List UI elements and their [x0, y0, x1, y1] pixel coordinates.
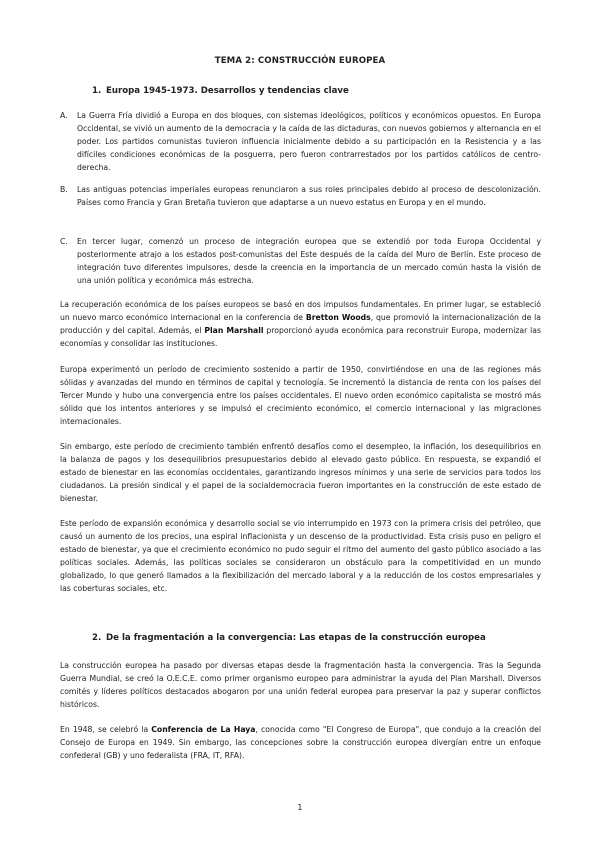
paragraph-oil-crisis: Este período de expansión económica y desarrollo social se vio interrumpido en 1973 con la primera crisis del petróleo, que causó un aumento de los precios, una espiral inflacionista y un descenso de la productividad. Esta crisis puso en peligro el estado de bienestar, ya que el crecimiento económico no pudo seguir el ritmo del aumento del gasto público asociado a las políticas sociales. Además, las políticas sociales se consideraron un obstáculo para la competitividad en un mundo globalizado, lo que generó llamados a la flexibilización del mercado laboral y a la reducción de los costos empresariales y las coberturas sociales, etc.	[60, 519, 541, 594]
section-1-number: 1.	[92, 86, 102, 96]
paragraph-challenges: Sin embargo, este período de crecimiento también enfrentó desafíos como el desempleo, la inflación, los desequilibrios en la balanza de pagos y los desequilibrios presupuestarios debido al elevado gasto público. En respuesta, se expandió el estado de bienestar en las economías occidentales, garantizando ingresos mínimos y una serie de servicios para todos los ciudadanos. La presión sindical y el papel de la socialdemocracia fueron importantes en la construcción de este estado de bienestar.	[60, 442, 541, 504]
list-item-b-letter: B.	[60, 185, 68, 194]
text-run: En 1948, se celebró la	[60, 725, 152, 734]
list-item-c	[60, 235, 541, 287]
plan-marshall-term: Plan Marshall	[204, 326, 264, 336]
page-number: 1	[297, 803, 303, 812]
section-2-heading	[92, 633, 486, 643]
document-title: TEMA 2: CONSTRUCCIÓN EUROPEA	[214, 56, 386, 66]
section-1-title: Europa 1945-1973. Desarrollos y tendencias clave	[106, 86, 349, 96]
paragraph-economic-recovery	[60, 298, 541, 350]
text-run: La recuperación económica de los países europeos se basó en dos impulsos fundamentales. En primer lugar, se estableció un nuevo marco económico internacional en la conferencia de	[60, 300, 541, 323]
text-run: proporcionó ayuda económica para reconstruir Europa, modernizar las economías y consolidar las instituciones.	[60, 326, 542, 349]
text-run: , conocida como "El Congreso de Europa", que condujo a la creación del Consejo de Europa en 1949. Sin embargo, las concepciones sobre la construcción europea divergían entre un enfoque confederal (GB) y uno federalista (FRA, IT, RFA).	[60, 725, 541, 761]
section-2-title: De la fragmentación a la convergencia: Las etapas de la construcción europea	[106, 633, 486, 643]
bretton-woods-term: Bretton Woods	[305, 313, 371, 323]
paragraph-construction-stages: La construcción europea ha pasado por diversas etapas desde la fragmentación hasta la convergencia. Tras la Segunda Guerra Mundial, se creó la O.E.C.E. como primer organismo europeo para administrar la ayuda del Plan Marshall. Diversos comités y líderes políticos destacados abogaron por una unión federal europea para preservar la paz y superar conflictos históricos.	[60, 661, 541, 710]
text-run: , que promovió la internacionalización de la producción y del capital. Además, el	[60, 313, 541, 336]
list-item-b-text: Las antiguas potencias imperiales europeas renunciaron a sus roles principales debido al proceso de descolonización. Países como Francia y Gran Bretaña tuvieron que adaptarse a un nuevo estatus en Europa y en el mundo.	[77, 185, 541, 208]
list-item-a-letter: A.	[60, 111, 68, 120]
paragraph-growth: Europa experimentó un período de crecimiento sostenido a partir de 1950, convirtiéndose en una de las regiones más sólidas y avanzadas del mundo en términos de capital y tecnología. Se incrementó la distancia de renta con los países del Tercer Mundo y hubo una convergencia entre los países occidentales. El nuevo orden económico capitalista se mostró más sólido que los intentos anteriores y se impulsó el crecimiento económico, el comercio internacional y las migraciones internacionales.	[60, 365, 541, 427]
list-item-c-letter: C.	[60, 237, 68, 246]
list-item-c-text: En tercer lugar, comenzó un proceso de integración europea que se extendió por toda Europa Occidental y posteriormente atrajo a los estados post-comunistas del Este después de la caída del Muro de Berlín. Este proceso de integración tuvo diferentes impulsores, desde la creencia en la importancia de un mercado común hasta la visión de una unión política y económica más estrecha.	[77, 237, 541, 286]
list-item-b	[60, 183, 541, 209]
section-1-heading	[92, 86, 349, 96]
list-item-a-text: La Guerra Fría dividió a Europa en dos bloques, con sistemas ideológicos, políticos y económicos opuestos. En Europa Occidental, se vivió un aumento de la democracia y la caída de las dictaduras, con nuevos gobiernos y alternancia en el poder. Los partidos comunistas tuvieron influencia inicialmente debido a su participación en la Resistencia y a las difíciles condiciones económicas de la posguerra, pero fueron contrarrestados por los partidos católicos de centro-derecha.	[77, 111, 541, 173]
paragraph-hague-conference	[60, 723, 541, 762]
section-2-number: 2.	[92, 633, 102, 643]
hague-conference-term: Conferencia de La Haya	[151, 725, 256, 734]
list-item-a	[60, 109, 541, 174]
